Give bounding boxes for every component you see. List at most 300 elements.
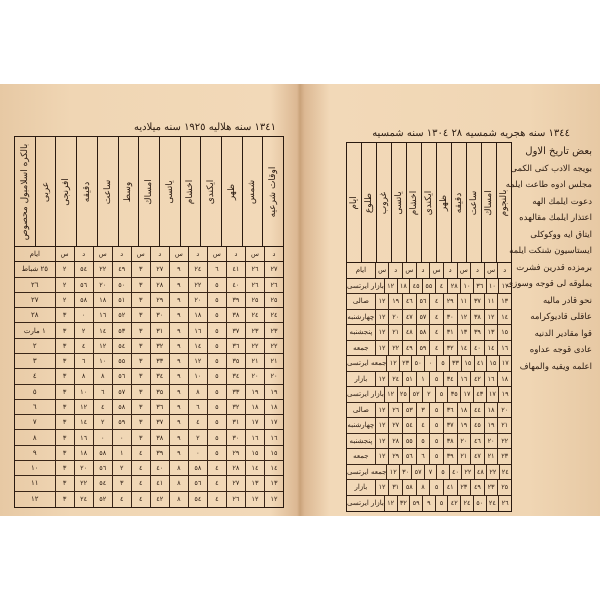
- time-cell: ٩: [169, 293, 188, 307]
- time-cell: ٢٩: [388, 449, 402, 464]
- time-cell: ٢٠: [74, 461, 93, 475]
- time-cell: ١٤: [74, 415, 93, 429]
- table-row: [347, 294, 511, 310]
- right_page-header-col: [436, 143, 451, 262]
- time-cell: ٤: [131, 461, 150, 475]
- time-cell: ٥: [207, 308, 226, 322]
- time-cell: ٢٢: [93, 262, 112, 276]
- time-cell: ٢: [55, 293, 74, 307]
- time-cell: ٦: [93, 385, 112, 399]
- right_page-header-label: ظهر: [439, 194, 449, 211]
- day-cell: جمعه: [353, 452, 369, 461]
- time-cell: ٩: [169, 446, 188, 460]
- day-cell: ٢٦: [31, 280, 39, 289]
- time-cell: ٢٣: [484, 480, 498, 495]
- time-cell: ٤٣: [473, 387, 486, 402]
- time-cell: ٣٣: [226, 385, 245, 399]
- time-cell: ١٢: [375, 372, 389, 387]
- time-cell: ٣: [131, 293, 150, 307]
- time-cell: ٣٧: [226, 323, 245, 337]
- right_page-header-col: [466, 143, 481, 262]
- time-cell: ١٦: [188, 323, 207, 337]
- time-cell: ٣: [131, 339, 150, 353]
- time-cell: ٥٥: [402, 434, 416, 449]
- time-cell: ٣٥: [447, 387, 460, 402]
- time-cell: ٣: [55, 385, 74, 399]
- time-cell: ٢: [55, 262, 74, 276]
- time-cell: ١٧: [264, 415, 283, 429]
- time-cell: ١٢: [375, 434, 389, 449]
- time-cell: ٢٨: [226, 461, 245, 475]
- day-cell: ٧: [32, 418, 37, 427]
- day-cell: ١١: [31, 479, 39, 488]
- time-cell: ٣٦: [443, 403, 457, 418]
- time-cell: ٤: [207, 461, 226, 475]
- left_page-header-col: [35, 137, 56, 246]
- time-cell: ١٢: [384, 279, 397, 294]
- time-cell: ٢١: [457, 449, 471, 464]
- time-cell: ٣: [131, 308, 150, 322]
- time-cell: ١٩: [498, 387, 511, 402]
- time-cell: ٢٢: [388, 341, 402, 356]
- margin-note: يملوقه لى قوجه وسوزى: [506, 279, 592, 289]
- right-table-body: [347, 263, 511, 511]
- time-cell: ٣٣: [150, 354, 169, 368]
- time-cell: س: [375, 263, 389, 278]
- left_page-header-col: [262, 137, 283, 246]
- time-cell: ٣٦: [150, 400, 169, 414]
- time-cell: ٠: [188, 446, 207, 460]
- time-cell: ٥٨: [112, 400, 131, 414]
- time-cell: ١٠: [188, 369, 207, 383]
- time-cell: ٣٧: [443, 418, 457, 433]
- right_page-header-label: ايكندى: [424, 190, 434, 215]
- time-cell: ١٩: [484, 418, 498, 433]
- time-cell: ١٨: [264, 400, 283, 414]
- time-cell: ٩: [169, 308, 188, 322]
- table-row: [347, 310, 511, 326]
- right_page-header-label: طلوع: [364, 192, 374, 213]
- day-cell: بازار ايرتسى: [347, 390, 384, 399]
- day-cell: ايام: [355, 266, 367, 275]
- time-cell: ٥: [435, 496, 448, 512]
- time-cell: ٣١: [443, 325, 457, 340]
- time-cell: ٢١: [484, 449, 498, 464]
- time-cell: ١٢: [93, 339, 112, 353]
- time-cell: ٥٥: [112, 354, 131, 368]
- day-cell: چهارشنبه: [347, 421, 375, 430]
- left_page-header-col: [15, 137, 35, 246]
- time-cell: ٥٤: [402, 418, 416, 433]
- time-cell: ٥: [207, 323, 226, 337]
- day-cell: جمعه ايرتسى: [346, 359, 387, 368]
- time-cell: د: [388, 263, 402, 278]
- time-cell: ٢٣: [497, 449, 511, 464]
- time-cell: ٣٠: [150, 308, 169, 322]
- table-row: [347, 449, 511, 465]
- time-cell: ٤٠: [226, 278, 245, 292]
- left-prayer-table: [14, 136, 284, 508]
- time-cell: د: [443, 263, 457, 278]
- left_page-header-label: ياتسى: [164, 179, 175, 204]
- time-cell: ١٦: [264, 430, 283, 444]
- time-cell: ٢٠: [388, 310, 402, 325]
- time-cell: ٣٩: [150, 446, 169, 460]
- time-cell: ٥: [207, 415, 226, 429]
- table-row: [15, 308, 283, 323]
- time-cell: ١٢: [498, 279, 511, 294]
- left_page-header-col: [200, 137, 221, 246]
- day-cell: چهارشنبه: [347, 312, 375, 321]
- time-cell: ٣: [131, 385, 150, 399]
- time-cell: ٢٧: [226, 476, 245, 490]
- time-cell: ١٤: [245, 461, 264, 475]
- time-cell: ٣: [131, 278, 150, 292]
- day-cell: صالى: [352, 297, 369, 306]
- time-cell: ٢٩: [226, 446, 245, 460]
- time-cell: ١٨: [397, 279, 410, 294]
- time-cell: ٤٠: [150, 461, 169, 475]
- time-cell: ٥: [429, 418, 443, 433]
- time-cell: ٤: [429, 341, 443, 356]
- time-cell: ٣: [112, 476, 131, 490]
- day-cell: ٥: [32, 387, 37, 396]
- time-cell: ١٣: [497, 294, 511, 309]
- time-cell: ٥: [207, 446, 226, 460]
- time-cell: ٣٥: [150, 385, 169, 399]
- time-cell: ١٣: [457, 325, 471, 340]
- right_page-header-label: دقيقه: [454, 192, 464, 213]
- book-spread: [0, 84, 600, 516]
- table-row: [15, 385, 283, 400]
- time-cell: ١٩: [264, 385, 283, 399]
- time-cell: ٥٦: [93, 461, 112, 475]
- day-cell: ٤: [32, 372, 37, 381]
- time-cell: ١٣: [264, 476, 283, 490]
- day-cell: ٦: [32, 402, 37, 411]
- left_page-header-label: ساعت: [102, 179, 113, 204]
- time-cell: ١: [112, 446, 131, 460]
- time-cell: ٣: [131, 400, 150, 414]
- table-row: [347, 403, 511, 419]
- time-cell: س: [93, 247, 112, 261]
- time-cell: ٣: [55, 354, 74, 368]
- time-cell: ٥٣: [402, 403, 416, 418]
- time-cell: ٣٢: [150, 339, 169, 353]
- time-cell: ٥٦: [74, 278, 93, 292]
- time-cell: ٥١: [112, 293, 131, 307]
- time-cell: ٤٠: [449, 465, 461, 480]
- time-cell: س: [429, 263, 443, 278]
- time-cell: ٣٤: [443, 372, 457, 387]
- time-cell: ١٨: [188, 308, 207, 322]
- time-cell: ٩: [169, 369, 188, 383]
- time-cell: ٢٢: [245, 339, 264, 353]
- time-cell: ٢: [188, 430, 207, 444]
- time-cell: ١٢: [375, 480, 389, 495]
- time-cell: ٢٣: [457, 480, 471, 495]
- time-cell: ٥: [429, 449, 443, 464]
- time-cell: ٢٧: [264, 262, 283, 276]
- time-cell: ٦: [207, 262, 226, 276]
- time-cell: ٢٨: [447, 279, 460, 294]
- right_page-header-label: ايام: [349, 195, 359, 210]
- margin-note: برمزده قدرين فشرت: [516, 262, 592, 273]
- time-cell: ٥: [429, 372, 443, 387]
- time-cell: ٢٥: [497, 480, 511, 495]
- time-cell: ٢٢: [497, 434, 511, 449]
- time-cell: ٩: [169, 400, 188, 414]
- time-cell: ٣١: [150, 323, 169, 337]
- time-cell: ٥٠: [411, 356, 423, 371]
- table-row: [347, 356, 511, 372]
- time-cell: ٤٩: [112, 262, 131, 276]
- left_page-header-col: [76, 137, 97, 246]
- time-cell: ٥: [436, 356, 448, 371]
- time-cell: ٣٤: [226, 369, 245, 383]
- time-cell: ١٣: [245, 476, 264, 490]
- time-cell: ١٧: [499, 356, 511, 371]
- time-cell: ١٤: [484, 341, 498, 356]
- time-cell: ٢: [422, 387, 435, 402]
- time-cell: ٤: [416, 418, 430, 433]
- time-cell: ٥: [416, 434, 430, 449]
- left_page-header-label: وسط: [123, 181, 134, 202]
- time-cell: ٤٨: [402, 325, 416, 340]
- table-row: [15, 446, 283, 461]
- right_page-header-label: ياتسى: [394, 190, 404, 215]
- right_page-header-col: [421, 143, 436, 262]
- time-cell: ٣: [131, 415, 150, 429]
- right_page-header-label: غروب: [379, 191, 389, 214]
- day-cell: ٢٨: [31, 311, 39, 320]
- time-cell: ٤١: [474, 356, 486, 371]
- time-cell: س: [55, 247, 74, 261]
- time-cell: ٤: [435, 279, 448, 294]
- margin-note: بويجه الادب كنى الكمى: [510, 163, 592, 174]
- time-cell: ٢٥: [245, 293, 264, 307]
- time-cell: ٣: [55, 400, 74, 414]
- time-cell: ٣: [55, 369, 74, 383]
- time-cell: ٢١: [388, 325, 402, 340]
- time-cell: ٥٩: [409, 496, 422, 512]
- time-cell: ١٣: [484, 325, 498, 340]
- time-cell: ١٩: [388, 294, 402, 309]
- right_page-header-col: [406, 143, 421, 262]
- day-cell: بازار ايرتسى: [347, 281, 384, 290]
- time-cell: ٦: [188, 400, 207, 414]
- time-cell: س: [169, 247, 188, 261]
- time-cell: ١١: [484, 294, 498, 309]
- time-cell: ٢٢: [74, 476, 93, 490]
- time-cell: ٢٣: [399, 356, 411, 371]
- time-cell: ٢٤: [388, 372, 402, 387]
- time-cell: ١٠: [460, 279, 473, 294]
- table-row: [347, 418, 511, 434]
- right-running-head: ١٣٤٤ سنه هجريه شمسيه ٢٨ ١٣٠٤ سنه شمسيه: [372, 128, 570, 139]
- left-table-header: [15, 137, 283, 247]
- time-cell: ٤٢: [150, 492, 169, 507]
- time-cell: ٢٤: [264, 308, 283, 322]
- time-cell: ٣٠: [443, 310, 457, 325]
- time-cell: ٤٧: [470, 449, 484, 464]
- time-cell: ٩: [169, 430, 188, 444]
- table-row: [15, 400, 283, 415]
- time-cell: ٢: [74, 323, 93, 337]
- time-cell: ٥٦: [416, 294, 430, 309]
- right_page-header-label: بالنجوم: [499, 189, 509, 216]
- time-cell: ٩: [422, 496, 435, 512]
- time-cell: ٢٦: [498, 496, 511, 512]
- time-cell: ١٧: [486, 387, 499, 402]
- time-cell: ٣٢: [397, 496, 410, 512]
- day-cell: بازار ايرتسى: [347, 499, 384, 508]
- time-cell: ٣: [131, 369, 150, 383]
- time-cell: ٤١: [226, 262, 245, 276]
- time-cell: ٥٠: [473, 496, 486, 512]
- time-cell: ٢٤: [486, 496, 499, 512]
- time-cell: ٥٥: [422, 279, 435, 294]
- time-cell: ٥٢: [93, 492, 112, 507]
- right_page-header-col: [361, 143, 376, 262]
- time-cell: ٥٣: [112, 323, 131, 337]
- time-cell: ٥٢: [112, 308, 131, 322]
- time-cell: ١٨: [245, 400, 264, 414]
- left_page-header-label: افرنجى: [61, 177, 72, 206]
- table-row: [15, 415, 283, 430]
- time-cell: ٥٤: [112, 339, 131, 353]
- left_page-header-col: [180, 137, 201, 246]
- time-cell: ٢٦: [245, 262, 264, 276]
- time-cell: ١٢: [386, 356, 398, 371]
- time-cell: ١٨: [497, 372, 511, 387]
- time-cell: ١٥: [461, 356, 473, 371]
- time-cell: ٢٤: [188, 262, 207, 276]
- time-cell: د: [264, 247, 283, 261]
- time-cell: ٢٣: [264, 323, 283, 337]
- time-cell: ٥٦: [188, 476, 207, 490]
- time-cell: ٢٢: [188, 278, 207, 292]
- time-cell: ٣٨: [150, 430, 169, 444]
- time-cell: ٥: [436, 465, 448, 480]
- time-cell: ١٩: [245, 385, 264, 399]
- time-cell: ١٨: [457, 403, 471, 418]
- time-cell: ٥٦: [112, 369, 131, 383]
- table-row: [15, 262, 283, 277]
- time-cell: ٤: [131, 446, 150, 460]
- margin-note: ايتاق ايه ووكوكلى: [530, 229, 592, 240]
- time-cell: ٤٦: [402, 294, 416, 309]
- time-cell: ٥: [207, 339, 226, 353]
- time-cell: ٣١: [226, 415, 245, 429]
- time-cell: ٨: [169, 476, 188, 490]
- time-cell: ١٦: [93, 308, 112, 322]
- table-row: [347, 372, 511, 388]
- time-cell: ٥٦: [402, 449, 416, 464]
- time-cell: ١٢: [245, 492, 264, 507]
- time-cell: ٤٦: [470, 434, 484, 449]
- right_page-header-label: اخشام: [409, 190, 419, 215]
- time-cell: ٥٨: [93, 446, 112, 460]
- margin-note: ايستاسيون شنكت ايلمه: [509, 246, 592, 256]
- time-cell: ٢٢: [264, 339, 283, 353]
- time-cell: د: [497, 263, 511, 278]
- table-row: [15, 323, 283, 338]
- time-cell: ١٠: [74, 385, 93, 399]
- time-cell: ٥: [207, 430, 226, 444]
- time-cell: ٠: [74, 308, 93, 322]
- table-row: [347, 434, 511, 450]
- time-cell: ١٩: [457, 418, 471, 433]
- time-cell: ٤٥: [470, 418, 484, 433]
- right-page: [300, 84, 600, 516]
- time-cell: ٥٩: [112, 415, 131, 429]
- day-cell: ٢: [32, 341, 37, 350]
- time-cell: د: [470, 263, 484, 278]
- time-cell: س: [402, 263, 416, 278]
- time-cell: ٣٠: [226, 430, 245, 444]
- time-cell: ٩: [169, 354, 188, 368]
- time-cell: ٣٩: [443, 449, 457, 464]
- day-cell: بازار: [354, 374, 368, 383]
- table-row: [15, 354, 283, 369]
- time-cell: ٣٨: [443, 434, 457, 449]
- time-cell: ٢٢: [486, 465, 498, 480]
- left_page-header-col: [242, 137, 263, 246]
- left_page-header-col: [55, 137, 76, 246]
- time-cell: ٤٢: [470, 372, 484, 387]
- table-row: [15, 476, 283, 491]
- time-cell: ٥٨: [416, 325, 430, 340]
- time-cell: ٥٨: [74, 293, 93, 307]
- table-row: [347, 496, 511, 512]
- right_page-header-label: ساعت: [469, 190, 479, 215]
- day-cell: ٩: [32, 448, 37, 457]
- time-cell: ٥: [429, 403, 443, 418]
- margin-note: اعلمه ويقيه والمهاف: [519, 361, 592, 372]
- time-cell: ٥: [207, 369, 226, 383]
- time-cell: س: [131, 247, 150, 261]
- time-cell: ٤: [74, 339, 93, 353]
- left-page: [0, 84, 300, 516]
- time-cell: د: [416, 263, 430, 278]
- time-cell: ٥: [207, 385, 226, 399]
- time-cell: ٣٠: [399, 465, 411, 480]
- time-cell: ٢٤: [460, 496, 473, 512]
- time-cell: ١٢: [375, 418, 389, 433]
- table-row: [347, 341, 511, 357]
- time-cell: ٥٨: [402, 480, 416, 495]
- time-cell: ٥٩: [416, 341, 430, 356]
- time-cell: ٣: [55, 415, 74, 429]
- margin-note: عادى قوجه عداوه: [529, 345, 592, 355]
- time-cell: ٢٠: [484, 434, 498, 449]
- day-cell: ١٢: [31, 495, 39, 504]
- time-cell: ٥: [429, 434, 443, 449]
- time-cell: ٢: [112, 461, 131, 475]
- margin-note: عاقلى قاديوكرامه: [530, 312, 592, 322]
- time-cell: ٤: [93, 400, 112, 414]
- time-cell: ٣٤: [150, 369, 169, 383]
- time-cell: ٢١: [497, 418, 511, 433]
- time-cell: د: [74, 247, 93, 261]
- time-cell: ٢٠: [264, 369, 283, 383]
- time-cell: ١٦: [74, 430, 93, 444]
- time-cell: ٢٤: [74, 492, 93, 507]
- left_page-header-label: عربى: [40, 181, 51, 202]
- time-cell: ٤٥: [409, 279, 422, 294]
- left_page-header-col: [138, 137, 159, 246]
